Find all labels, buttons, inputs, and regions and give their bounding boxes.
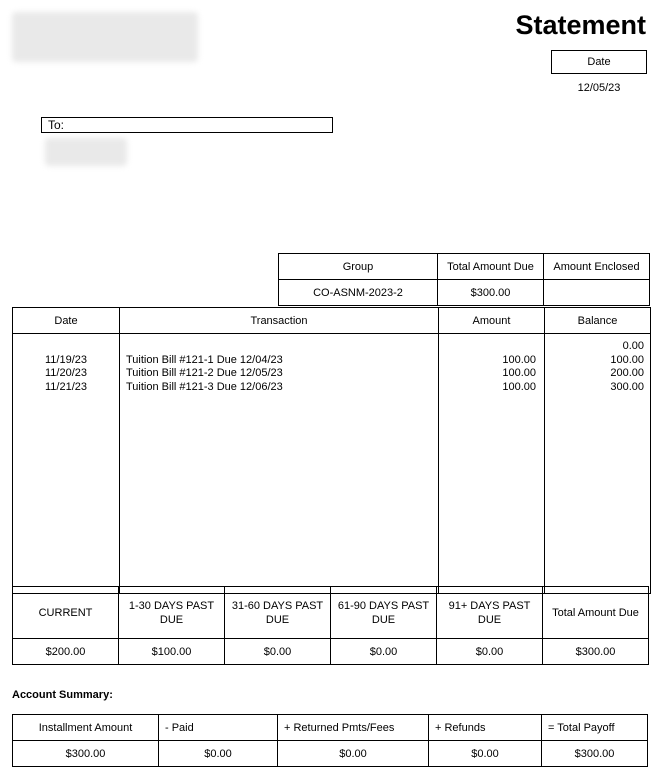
ledger-transaction: Tuition Bill #121-2 Due 12/05/23 <box>126 367 283 379</box>
transaction-header: Transaction <box>120 308 439 334</box>
ledger-date: 11/20/23 <box>44 367 87 379</box>
aging-header: 1-30 DAYS PAST DUE <box>119 587 225 639</box>
ledger-amount: 100.00 <box>502 380 536 393</box>
amount-header: Amount <box>439 308 545 334</box>
ledger-balance: 300.00 <box>610 380 644 393</box>
summary-value: $0.00 <box>278 741 429 767</box>
ledger-amount: 100.00 <box>502 353 536 366</box>
to-field: To: <box>41 117 333 133</box>
ledger-date: 11/19/23 <box>44 353 87 366</box>
ledger-balance: 200.00 <box>610 367 644 379</box>
aging-header: 61-90 DAYS PAST DUE <box>331 587 437 639</box>
ledger-transaction: Tuition Bill #121-1 Due 12/04/23 <box>126 353 283 366</box>
amount-column <box>439 334 545 594</box>
summary-header: - Paid <box>159 715 278 741</box>
aging-header: Total Amount Due <box>543 587 649 639</box>
statement-title: Statement <box>515 10 646 40</box>
amount-enclosed-value <box>544 280 650 306</box>
opening-balance: 0.00 <box>622 340 644 352</box>
ledger-transaction: Tuition Bill #121-3 Due 12/06/23 <box>126 380 283 393</box>
summary-value: $0.00 <box>159 741 278 767</box>
account-summary-table <box>12 714 648 767</box>
account-summary-label: Account Summary: <box>12 689 113 701</box>
ledger-balance: 100.00 <box>610 353 644 366</box>
summary-header: + Returned Pmts/Fees <box>278 715 429 741</box>
redacted-recipient <box>45 138 127 166</box>
date-column <box>13 334 120 594</box>
summary-header: = Total Payoff <box>542 715 648 741</box>
summary-header: Installment Amount <box>13 715 159 741</box>
ledger-amount: 100.00 <box>502 367 536 379</box>
aging-value: $300.00 <box>543 639 649 665</box>
ledger-date: 11/21/23 <box>44 380 87 393</box>
balance-column <box>545 334 651 594</box>
aging-value: $0.00 <box>225 639 331 665</box>
aging-header: CURRENT <box>13 587 119 639</box>
balance-header: Balance <box>545 308 651 334</box>
aging-value: $0.00 <box>331 639 437 665</box>
aging-value: $100.00 <box>119 639 225 665</box>
summary-value: $0.00 <box>429 741 542 767</box>
group-table <box>278 253 650 306</box>
group-header: Group <box>279 254 438 280</box>
aging-value: $200.00 <box>13 639 119 665</box>
aging-header: 91+ DAYS PAST DUE <box>437 587 543 639</box>
summary-value: $300.00 <box>542 741 648 767</box>
aging-header: 31-60 DAYS PAST DUE <box>225 587 331 639</box>
summary-header: + Refunds <box>429 715 542 741</box>
ledger-table <box>12 307 651 594</box>
statement-date: 12/05/23 <box>577 82 621 94</box>
aging-table <box>12 586 649 665</box>
group-value: CO-ASNM-2023-2 <box>279 280 438 306</box>
amount-enclosed-header: Amount Enclosed <box>544 254 650 280</box>
date-header: Date <box>13 308 120 334</box>
aging-value: $0.00 <box>437 639 543 665</box>
summary-value: $300.00 <box>13 741 159 767</box>
transaction-column <box>120 334 439 594</box>
total-due-value: $300.00 <box>438 280 544 306</box>
date-label: Date <box>551 50 647 74</box>
redacted-logo <box>12 12 198 62</box>
total-due-header: Total Amount Due <box>438 254 544 280</box>
